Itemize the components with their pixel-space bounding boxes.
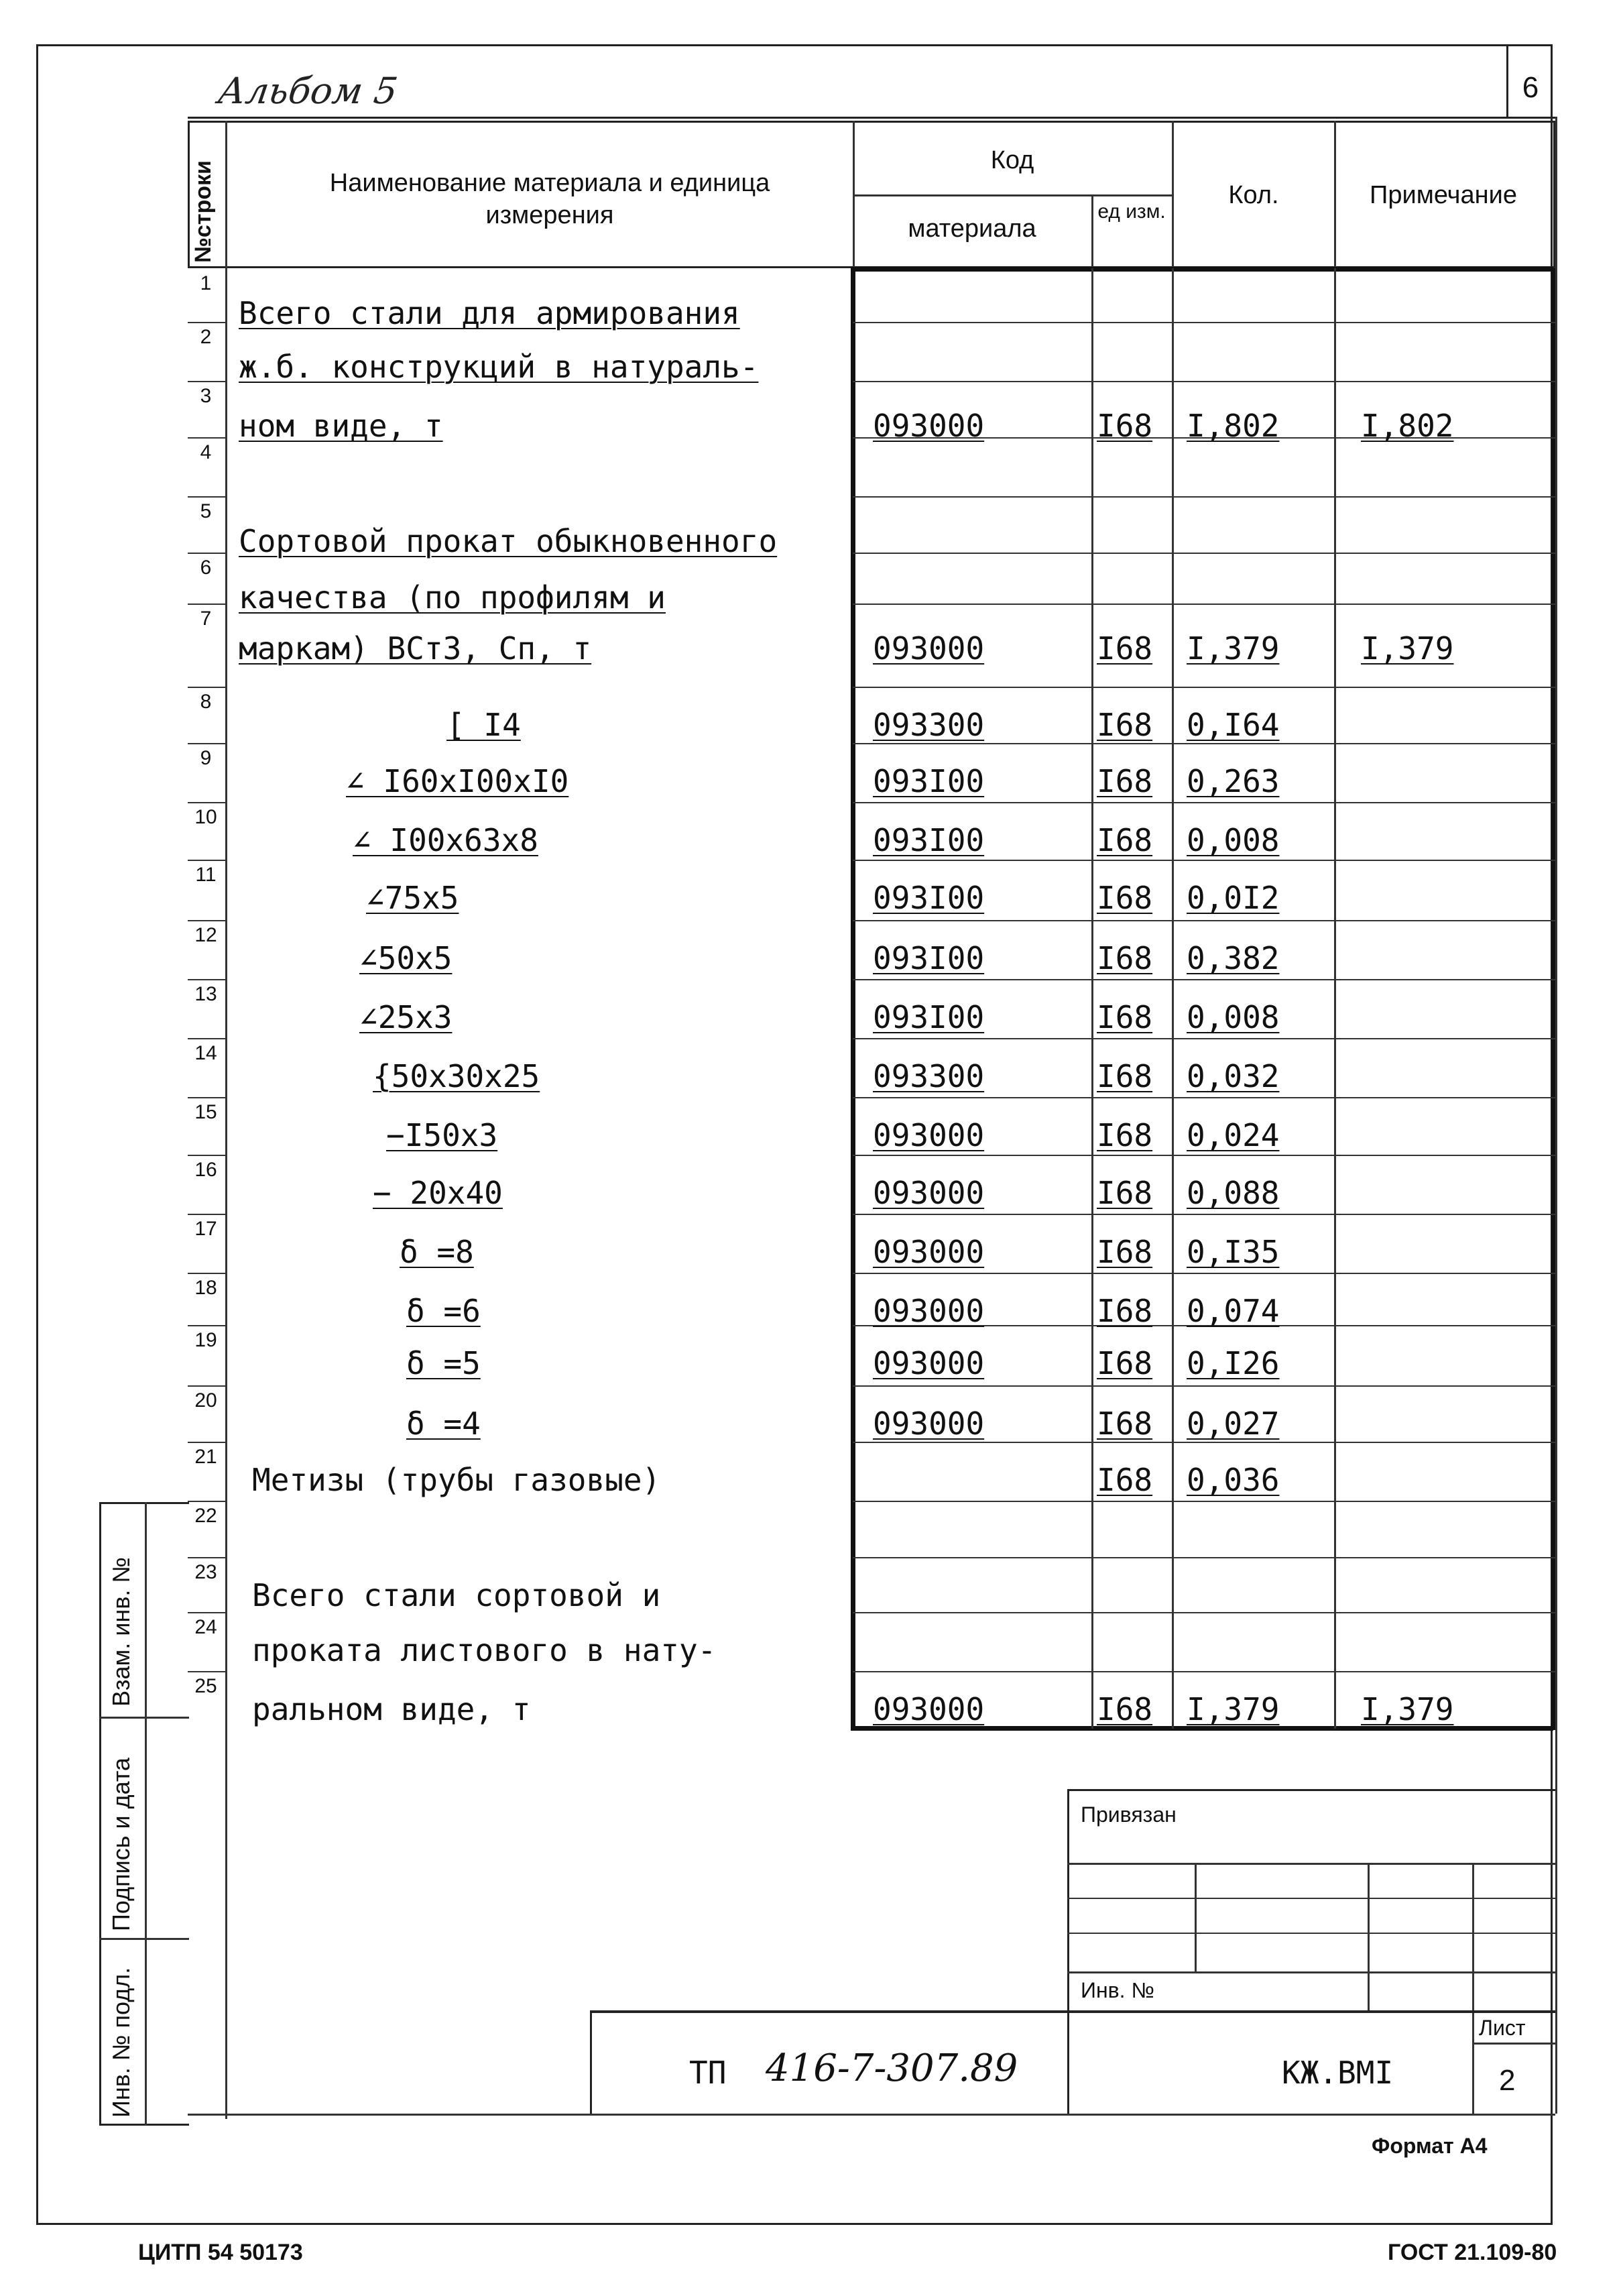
row-num-sep	[188, 1557, 225, 1558]
code-split-line	[853, 194, 1172, 196]
album-label: Альбом 5	[215, 70, 400, 112]
material-code: 093I00	[873, 822, 985, 858]
unit-code: I68	[1097, 1234, 1153, 1270]
row-num-sep	[188, 1612, 225, 1613]
material-name: δ =6	[406, 1293, 481, 1329]
row-number: 18	[194, 1277, 217, 1299]
row-num-sep	[188, 1273, 225, 1274]
row-num-sep	[188, 979, 225, 980]
row-number: 19	[194, 1329, 217, 1351]
row-num-sep	[188, 920, 225, 921]
row-sep	[853, 979, 1555, 980]
material-name: ральном виде, т	[252, 1691, 531, 1727]
row-num-sep	[188, 1671, 225, 1672]
col-sep-mat-hdr	[1091, 194, 1093, 268]
unit-code: I68	[1097, 707, 1153, 743]
material-name: ∠75x5	[366, 880, 459, 916]
row-number: 12	[194, 924, 217, 946]
side-sep-1	[99, 1717, 189, 1719]
row-sep	[853, 1612, 1555, 1613]
material-name: {50x30x25	[373, 1058, 540, 1094]
material-code: 093000	[873, 1691, 985, 1727]
tp-label: ТП	[689, 2055, 727, 2091]
unit-code: I68	[1097, 1691, 1153, 1727]
material-name: Метизы (трубы газовые)	[252, 1462, 661, 1498]
row-number: 11	[195, 864, 217, 886]
quantity: 0,382	[1187, 940, 1280, 976]
quantity: I,379	[1187, 630, 1280, 667]
row-sep	[853, 1038, 1555, 1039]
row-sep	[853, 860, 1555, 861]
row-number: 13	[194, 983, 217, 1005]
mark-code: КЖ.ВМI	[1282, 2055, 1394, 2091]
side-inv-orig: Инв. № подл.	[107, 1967, 135, 2118]
material-code: 093I00	[873, 880, 985, 916]
row-number: 16	[194, 1159, 217, 1181]
row-number: 7	[200, 608, 212, 630]
row-sep	[853, 1273, 1555, 1274]
quantity: 0,I64	[1187, 707, 1280, 743]
header-note: Примечание	[1370, 181, 1517, 209]
material-name: ∠25x3	[359, 999, 453, 1035]
note: I,379	[1361, 630, 1454, 667]
quantity: I,802	[1187, 408, 1280, 444]
material-name: δ =8	[400, 1234, 474, 1270]
row-sep	[853, 802, 1555, 803]
material-name: ж.б. конструкций в натураль-	[239, 349, 759, 385]
material-code: 093000	[873, 1293, 985, 1329]
row-num-sep	[188, 553, 225, 554]
stamp-vline-2	[1368, 1863, 1370, 2010]
right-frame-line	[1555, 117, 1557, 2114]
col-sep-unit	[1091, 268, 1093, 1729]
stamp-line-3	[1067, 1933, 1555, 1934]
quantity: 0,024	[1187, 1117, 1280, 1153]
quantity: 0,027	[1187, 1405, 1280, 1442]
row-num-sep	[188, 322, 225, 323]
row-number: 25	[194, 1675, 217, 1697]
row-number: 15	[194, 1101, 217, 1123]
project-code: 416-7-307.89	[766, 2047, 1018, 2090]
row-num-sep	[188, 1214, 225, 1215]
col-sep-rownum	[225, 121, 227, 2119]
material-code: 093300	[873, 1058, 985, 1094]
row-number: 24	[194, 1616, 217, 1638]
material-name: − 20x40	[373, 1175, 503, 1211]
sheet-number: 6	[1522, 71, 1539, 104]
row-sep	[853, 1501, 1555, 1502]
row-sep	[853, 496, 1555, 498]
row-number: 22	[194, 1505, 217, 1527]
material-name: ∠ I00x63x8	[353, 822, 538, 858]
quantity: 0,I26	[1187, 1345, 1280, 1381]
stamp-line-4	[1067, 1971, 1555, 1973]
material-name: маркам) ВСт3, Сп, т	[239, 630, 592, 667]
row-number: 20	[194, 1389, 217, 1412]
side-sign-date: Подпись и дата	[107, 1758, 135, 1931]
row-num-sep	[188, 687, 225, 688]
unit-code: I68	[1097, 763, 1153, 799]
quantity: 0,088	[1187, 1175, 1280, 1211]
unit-code: I68	[1097, 1293, 1153, 1329]
material-code: 093I00	[873, 999, 985, 1035]
material-name: Всего стали сортовой и	[252, 1577, 661, 1613]
row-number: 9	[200, 747, 212, 769]
unit-code: I68	[1097, 1058, 1153, 1094]
note: I,379	[1361, 1691, 1454, 1727]
unit-code: I68	[1097, 630, 1153, 667]
material-name: Сортовой прокат обыкновенного	[239, 523, 778, 559]
row-num-sep	[188, 1097, 225, 1098]
row-num-sep	[188, 1155, 225, 1156]
bottom-frame-line	[188, 2114, 1555, 2116]
row-num-sep	[188, 743, 225, 744]
header-row-no: №строки	[190, 160, 216, 263]
row-sep	[853, 1557, 1555, 1558]
material-code: 093000	[873, 1117, 985, 1153]
material-name: Всего стали для армирования	[239, 295, 740, 331]
quantity: 0,032	[1187, 1058, 1280, 1094]
unit-code: I68	[1097, 408, 1153, 444]
side-sep-2	[99, 1938, 189, 1940]
title-row	[590, 2010, 1555, 2114]
row-num-sep	[188, 1385, 225, 1387]
row-num-sep	[188, 604, 225, 605]
quantity: I,379	[1187, 1691, 1280, 1727]
linked-label: Привязан	[1081, 1802, 1177, 1827]
row-num-sep	[188, 1442, 225, 1443]
material-name: δ =5	[406, 1345, 481, 1381]
row-number: 2	[200, 326, 212, 348]
row-sep	[853, 1097, 1555, 1098]
col-sep-qty	[1172, 268, 1174, 1729]
unit-code: I68	[1097, 1117, 1153, 1153]
row-sep	[853, 604, 1555, 605]
unit-code: I68	[1097, 1405, 1153, 1442]
material-code: 093000	[873, 1345, 985, 1381]
thick-border-top	[851, 267, 1553, 272]
material-name: ном виде, т	[239, 408, 443, 444]
material-name: δ =4	[406, 1405, 481, 1442]
material-code: 093I00	[873, 763, 985, 799]
row-sep	[853, 1385, 1555, 1387]
row-sep	[853, 553, 1555, 554]
sheet-value: 2	[1499, 2064, 1516, 2097]
unit-code: I68	[1097, 1175, 1153, 1211]
top-border	[188, 117, 1555, 119]
row-num-sep	[188, 1325, 225, 1326]
row-num-sep	[188, 1038, 225, 1039]
material-name: −I50x3	[386, 1117, 498, 1153]
material-name: ∠50x5	[359, 940, 453, 976]
sheet-label: Лист	[1479, 2016, 1526, 2040]
row-number: 10	[194, 806, 217, 828]
row-num-sep	[188, 381, 225, 382]
sheet-number-box	[1506, 44, 1553, 117]
row-sep	[853, 920, 1555, 921]
row-number: 3	[200, 385, 212, 407]
stamp-line-2	[1067, 1898, 1555, 1899]
row-number: 23	[194, 1561, 217, 1583]
footer-right: ГОСТ 21.109-80	[1388, 2240, 1557, 2265]
material-name: ∠ I60xI00xI0	[346, 763, 569, 799]
material-name: проката листового в нату-	[252, 1632, 717, 1668]
unit-code: I68	[1097, 1345, 1153, 1381]
stamp-line-1	[1067, 1863, 1555, 1865]
row-number: 1	[200, 272, 212, 294]
row-num-sep	[188, 802, 225, 803]
material-code: 093000	[873, 1405, 985, 1442]
row-sep	[853, 687, 1555, 688]
header-name: Наименование материала и единица измерения	[329, 169, 770, 229]
row-sep	[853, 1155, 1555, 1156]
material-code: 093000	[873, 408, 985, 444]
row-num-sep	[188, 496, 225, 498]
row-sep	[853, 743, 1555, 744]
thick-border-left	[851, 268, 855, 1730]
quantity: 0,008	[1187, 822, 1280, 858]
quantity: 0,074	[1187, 1293, 1280, 1329]
format-label: Формат А4	[1372, 2134, 1488, 2158]
material-code: 093000	[873, 630, 985, 667]
unit-code: I68	[1097, 1462, 1153, 1498]
material-code: 093000	[873, 1175, 985, 1211]
material-name: качества (по профилям и	[239, 579, 666, 616]
row-sep	[853, 1442, 1555, 1443]
side-inv-replace: Взам. инв. №	[107, 1556, 135, 1707]
row-number: 21	[194, 1446, 217, 1468]
inv-no-label: Инв. №	[1081, 1978, 1154, 2002]
row-num-sep	[188, 860, 225, 861]
sheet-label-line	[1472, 2043, 1555, 2045]
unit-code: I68	[1097, 940, 1153, 976]
quantity: 0,036	[1187, 1462, 1280, 1498]
stamp-vline-1	[1195, 1863, 1197, 1971]
material-name: [ I4	[446, 707, 521, 743]
material-code: 093000	[873, 1234, 985, 1270]
quantity: 0,I35	[1187, 1234, 1280, 1270]
row-sep	[853, 322, 1555, 323]
header-code: Код	[990, 146, 1034, 174]
row-sep	[853, 1214, 1555, 1215]
unit-code: I68	[1097, 822, 1153, 858]
row-sep	[853, 381, 1555, 382]
row-num-sep	[188, 1501, 225, 1502]
side-vsep	[145, 1502, 147, 2126]
header-material: материала	[908, 215, 1036, 243]
header-qty: Кол.	[1228, 181, 1279, 209]
row-number: 14	[194, 1042, 217, 1064]
unit-code: I68	[1097, 999, 1153, 1035]
row-number: 17	[194, 1218, 217, 1240]
row-sep	[853, 1671, 1555, 1672]
footer-left: ЦИТП 54 50173	[138, 2240, 303, 2265]
col-sep-note	[1334, 268, 1336, 1729]
quantity: 0,008	[1187, 999, 1280, 1035]
row-number: 8	[200, 691, 212, 713]
quantity: 0,263	[1187, 763, 1280, 799]
row-number: 4	[200, 441, 212, 463]
note: I,802	[1361, 408, 1454, 444]
row-number: 6	[200, 557, 212, 579]
unit-code: I68	[1097, 880, 1153, 916]
header-unit: ед изм.	[1097, 200, 1166, 223]
row-num-sep	[188, 437, 225, 439]
quantity: 0,0I2	[1187, 880, 1280, 916]
material-code: 093300	[873, 707, 985, 743]
row-number: 5	[200, 500, 212, 522]
material-code: 093I00	[873, 940, 985, 976]
